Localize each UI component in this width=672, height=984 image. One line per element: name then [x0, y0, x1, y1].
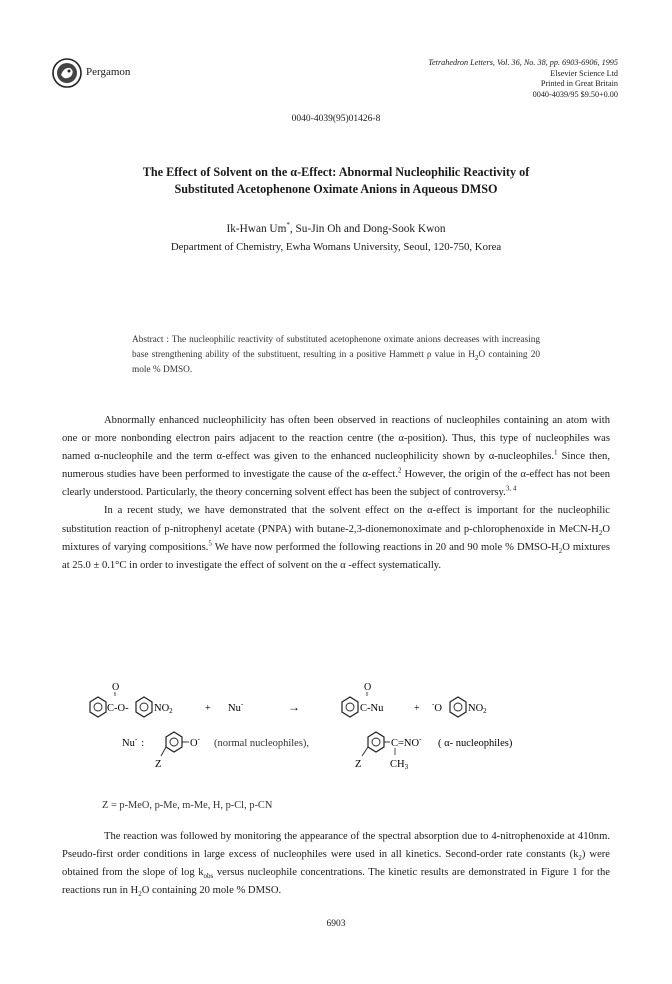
abstract-separator: :: [163, 335, 172, 345]
benzene-ring-icon: [90, 697, 106, 717]
title-line-2: Substituted Acetophenone Oximate Anions in Aqueous DMSO: [174, 182, 498, 196]
para2-text-1: In a recent study, we have demonstrated that the solvent effect on the α-effect is important for the nucleophilic substitution reaction of p-nitrophenyl acetate (PNPA) with butane-2,3-dionemonoximate and p-chlorophenoxide in MeCN-H: [62, 505, 610, 535]
ester-linkage: C-O-: [107, 703, 129, 714]
para2-sub-1: 2: [598, 528, 603, 537]
phenoxide-o: -O: [432, 700, 442, 714]
ref-5: 5: [208, 539, 212, 548]
para2-sub-2: 2: [558, 546, 563, 555]
alpha-nucleophiles-label: ( α- nucleophiles): [438, 738, 513, 749]
substituent-z-2: Z: [355, 759, 362, 770]
author-others: , Su-Jin Oh and Dong-Sook Kwon: [289, 223, 446, 235]
page-number: 6903: [326, 919, 346, 929]
para3-text-4: O containing 20 mole % DMSO.: [141, 885, 282, 897]
author-list: [0, 223, 672, 235]
para1-text-2: Since then, numerous studies have been performed to investigate the cause of the α-effect.: [62, 451, 610, 481]
corresponding-mark: *: [286, 221, 290, 230]
printed-line: Printed in Great Britain: [540, 79, 618, 89]
nu-definition-label: Nu- :: [122, 735, 145, 749]
para2-text-3: We have now performed the following reactions in 20 and 90 mole % DMSO-H: [211, 541, 559, 553]
reaction-scheme-drawing: [62, 680, 610, 800]
para2-text-2: O mixtures of varying compositions.: [62, 523, 610, 553]
nucleophile-nu: Nu-: [228, 700, 244, 714]
ref-3-4: 3, 4: [505, 484, 517, 493]
acyl-nucleophile: C-Nu: [360, 703, 384, 714]
para3-sub-2: obs: [203, 872, 214, 881]
abstract-subscript: 2: [475, 354, 479, 363]
article-identifier: 0040-4039(95)01426-8: [291, 114, 381, 124]
para3-sub-3: 2: [138, 890, 142, 899]
benzene-ring-icon: [342, 697, 358, 717]
para3-text-1: The reaction was followed by monitoring the appearance of the spectral absorption due to 4-nitrophenoxide at 410nm. Pseudo-first order conditions in large excess of nucleophiles were used in all kinetics. Second-order rate constants (k: [62, 831, 610, 861]
publisher-name: Pergamon: [86, 66, 131, 78]
plus-sign-1: +: [205, 703, 211, 714]
abstract: [132, 333, 540, 379]
para3-text-3: versus nucleophile concentrations. The kinetic results are demonstrated in Figure 1 for the reactions run in H: [62, 867, 610, 897]
ref-1: 1: [554, 448, 558, 457]
methyl-group: CH3: [390, 759, 409, 771]
pergamon-logo: [52, 58, 82, 88]
substituent-list: Z = p-MeO, p-Me, m-Me, H, p-Cl, p-CN: [102, 800, 273, 811]
para3-sub-1: 2: [578, 854, 582, 863]
para1-text-3: However, the origin of the α-effect has not been clearly understood. Particularly, the theory concerning solvent effect has been the subject of controversy.: [62, 469, 610, 499]
para1-text-1: Abnormally enhanced nucleophilicity has often been observed in reactions of nucleophiles containing an atom with one or more nonbonding electron pairs adjacent to the reaction centre (the α-position). Thus, this type of nucleophiles was named α-nucleophile and the term α-effect was given to the enhanced nucleophilicity shown by α-nucleophiles.: [62, 415, 610, 463]
para3-text-2: ) were obtained from the slope of log k: [62, 849, 611, 879]
nitro-group-1: NO2: [154, 703, 173, 715]
reaction-scheme: [62, 680, 610, 800]
affiliation: Department of Chemistry, Ewha Womans University, Seoul, 120-750, Korea: [170, 241, 502, 253]
benzene-ring-icon: [450, 697, 466, 717]
price-line: 0040-4039/95 $9.50+0.00: [532, 89, 618, 99]
nitro-group-2: NO2: [468, 703, 487, 715]
ref-2: 2: [398, 466, 402, 475]
substituent-z-1: Z: [155, 759, 162, 770]
journal-info: [428, 58, 618, 100]
phenoxide-oxygen: O-: [190, 735, 200, 749]
title-line-1: The Effect of Solvent on the α-Effect: Abnormal Nucleophilic Reactivity of: [142, 165, 530, 179]
carbonyl-o-1: O: [112, 682, 120, 693]
paper-title: [60, 164, 612, 198]
paragraph-2: [62, 502, 610, 574]
benzene-ring-icon: [362, 732, 384, 756]
para2-text-4: O mixtures at 25.0 ± 0.1°C in order to investigate the effect of solvent on the α -effect systematically.: [62, 541, 611, 571]
normal-nucleophiles-label: (normal nucleophiles),: [214, 738, 310, 749]
body-text-upper: [62, 412, 610, 575]
oximate-group: C=NO-: [391, 735, 422, 749]
paragraph-3: [62, 828, 610, 900]
carbonyl-o-2: O: [364, 682, 372, 693]
benzene-ring-icon: [136, 697, 152, 717]
abstract-label: Abstract: [132, 335, 164, 345]
reaction-arrow: →: [288, 700, 300, 714]
abstract-text-end: O containing 20 mole % DMSO.: [132, 350, 541, 376]
publisher-line: Elsevier Science Ltd: [550, 68, 618, 78]
author-corresponding: Ik-Hwan Um: [226, 223, 287, 235]
abstract-text: The nucleophilic reactivity of substituted acetophenone oximate anions decreases with increasing base strengthening ability of the substituent, resulting in a positive Hammett ρ value in H: [132, 335, 540, 361]
plus-sign-2: +: [414, 703, 420, 714]
benzene-ring-icon: [161, 732, 182, 756]
journal-citation: Tetrahedron Letters, Vol. 36, No. 38, pp. 6903-6906, 1995: [428, 58, 618, 67]
paragraph-1: [62, 412, 610, 502]
body-text-lower: [62, 828, 610, 900]
